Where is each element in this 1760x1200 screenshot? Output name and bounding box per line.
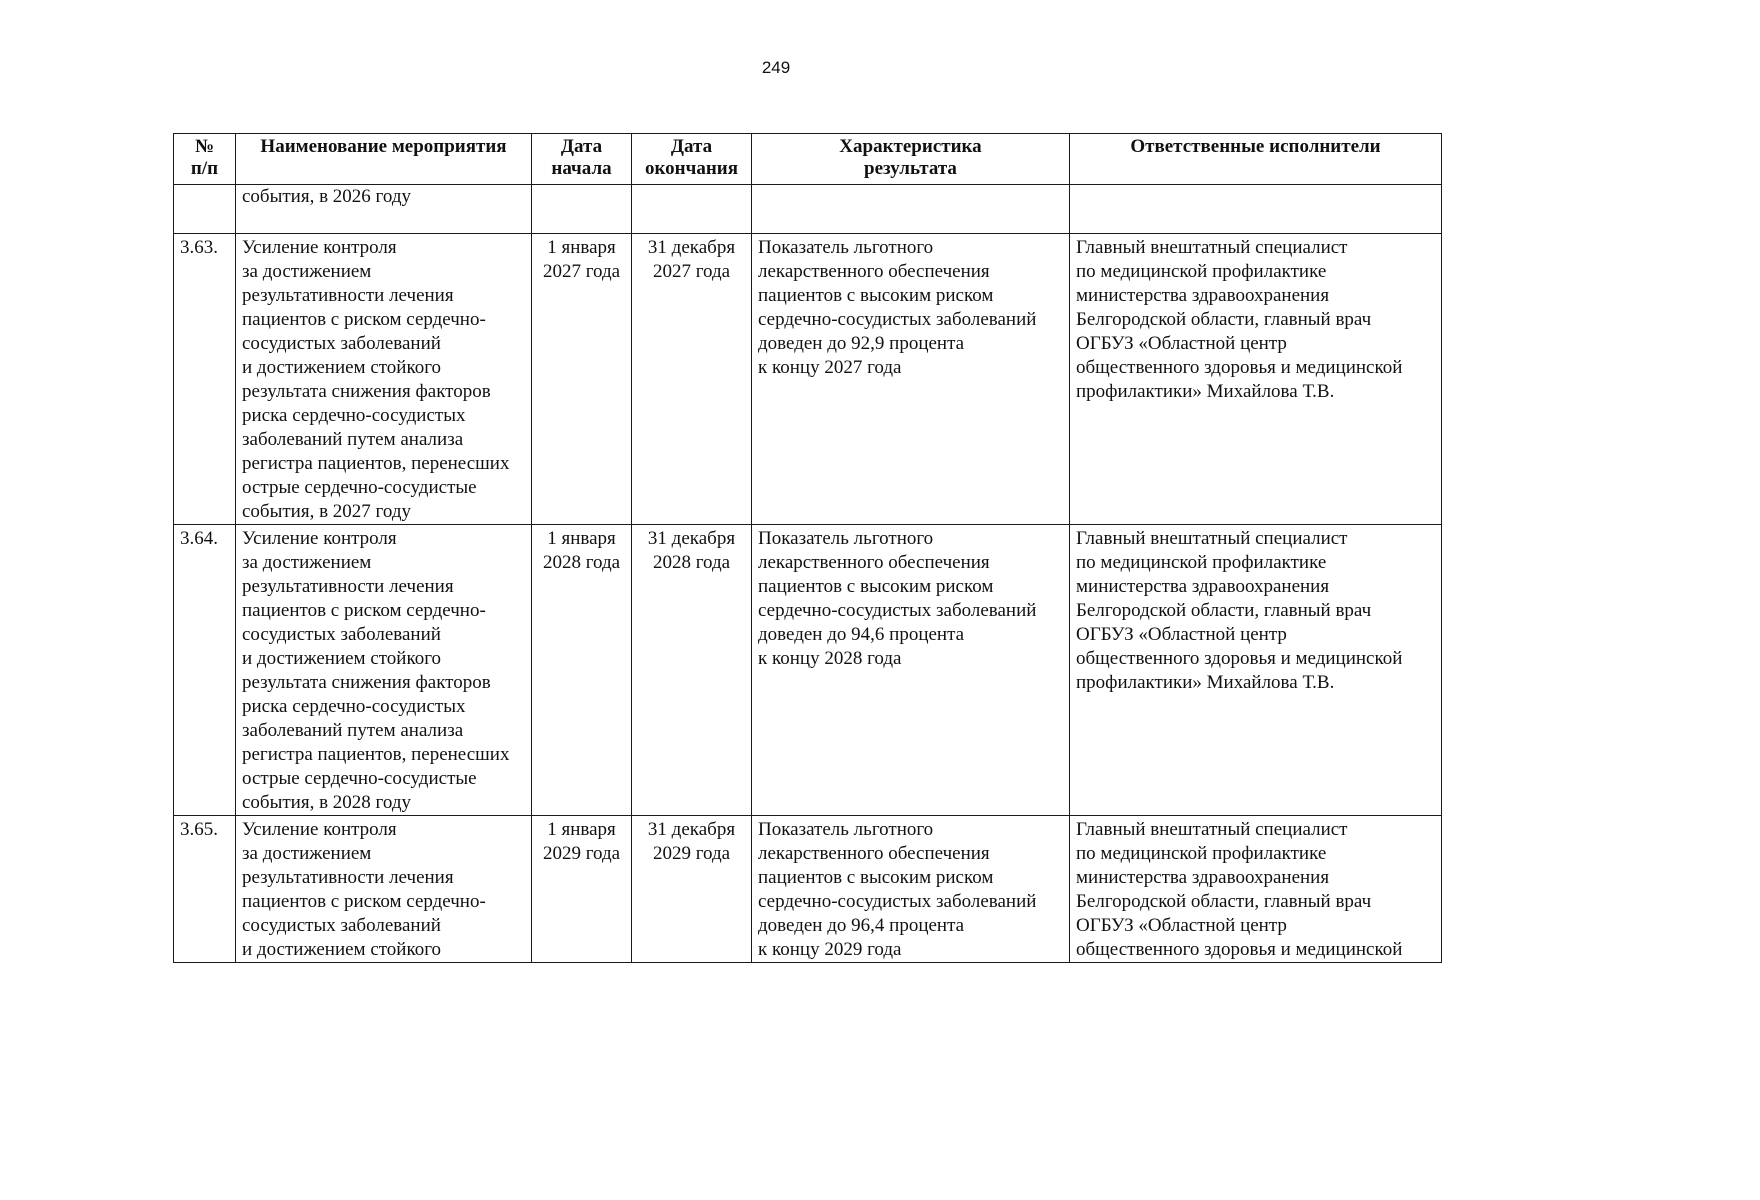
text-line: Ответственные исполнители bbox=[1130, 136, 1381, 157]
header-start-date bbox=[532, 134, 632, 185]
cell-responsible bbox=[1070, 816, 1442, 963]
text-line: события, в 2028 году bbox=[242, 792, 411, 813]
text-line: результативности лечения bbox=[242, 576, 454, 597]
header-responsible bbox=[1070, 134, 1442, 185]
cell-end-date bbox=[632, 816, 752, 963]
text-line: результата снижения факторов bbox=[242, 672, 491, 693]
text-line: к концу 2027 года bbox=[758, 357, 902, 378]
cell-result bbox=[752, 234, 1070, 525]
text-line: Белгородской области, главный врач bbox=[1076, 891, 1372, 912]
text-line: 2027 года bbox=[652, 261, 731, 282]
text-line: сосудистых заболеваний bbox=[242, 624, 441, 645]
text-line: и достижением стойкого bbox=[242, 939, 442, 960]
cell-start-date bbox=[532, 525, 632, 816]
text-line: Белгородской области, главный врач bbox=[1076, 600, 1372, 621]
text-line: по медицинской профилактике bbox=[1076, 261, 1327, 282]
cell-name bbox=[236, 234, 532, 525]
text-line: Главный внештатный специалист bbox=[1076, 819, 1348, 840]
text-line: результативности лечения bbox=[242, 285, 454, 306]
text-line: 1 января bbox=[547, 237, 616, 258]
cell-name bbox=[236, 816, 532, 963]
text-line: риска сердечно-сосудистых bbox=[242, 696, 466, 717]
text-line: лекарственного обеспечения bbox=[758, 843, 990, 864]
text-line: события, в 2027 году bbox=[242, 501, 411, 522]
page-number: 249 bbox=[761, 58, 791, 77]
cell-end-date bbox=[632, 234, 752, 525]
text-line: 31 декабря bbox=[647, 819, 736, 840]
cell-start-date bbox=[532, 185, 632, 234]
text-line: 31 декабря bbox=[647, 528, 736, 549]
text-line: доведен до 92,9 процента bbox=[758, 333, 965, 354]
text-line: за достижением bbox=[242, 261, 372, 282]
text-line: заболеваний путем анализа bbox=[242, 720, 464, 741]
text-line: 2027 года bbox=[542, 261, 621, 282]
text-line: министерства здравоохранения bbox=[1076, 576, 1330, 597]
activities-table bbox=[173, 133, 1442, 963]
text-line: результативности лечения bbox=[242, 867, 454, 888]
text-line: профилактики» Михайлова Т.В. bbox=[1076, 381, 1335, 402]
text-line: общественного здоровья и медицинской bbox=[1076, 939, 1403, 960]
cell-result bbox=[752, 816, 1070, 963]
header-name bbox=[236, 134, 532, 185]
text-line: Усиление контроля bbox=[242, 237, 397, 258]
table-row bbox=[174, 234, 1442, 525]
text-line: профилактики» Михайлова Т.В. bbox=[1076, 672, 1335, 693]
table-row bbox=[174, 816, 1442, 963]
cell-num bbox=[174, 185, 236, 234]
text-line: лекарственного обеспечения bbox=[758, 261, 990, 282]
text-line: к концу 2029 года bbox=[758, 939, 902, 960]
text-line: 2028 года bbox=[652, 552, 731, 573]
text-line: пациентов с высоким риском bbox=[758, 285, 994, 306]
text-line: за достижением bbox=[242, 843, 372, 864]
text-line: острые сердечно-сосудистые bbox=[242, 477, 477, 498]
text-line: Показатель льготного bbox=[758, 237, 934, 258]
text-line: результата снижения факторов bbox=[242, 381, 491, 402]
text-line: риска сердечно-сосудистых bbox=[242, 405, 466, 426]
header-result bbox=[752, 134, 1070, 185]
text-line: события, в 2026 году bbox=[242, 186, 411, 207]
text-line: сосудистых заболеваний bbox=[242, 915, 441, 936]
text-line: Усиление контроля bbox=[242, 819, 397, 840]
cell-start-date bbox=[532, 234, 632, 525]
text-line: 2029 года bbox=[542, 843, 621, 864]
text-line: Показатель льготного bbox=[758, 819, 934, 840]
text-line: общественного здоровья и медицинской bbox=[1076, 648, 1403, 669]
text-line: Главный внештатный специалист bbox=[1076, 528, 1348, 549]
cell-result bbox=[752, 185, 1070, 234]
cell-num: 3.63. bbox=[174, 234, 236, 525]
text-line: пациентов с риском сердечно- bbox=[242, 309, 486, 330]
header-num bbox=[174, 134, 236, 185]
text-line: Характеристика bbox=[839, 136, 982, 157]
text-line: сердечно-сосудистых заболеваний bbox=[758, 309, 1037, 330]
text-line: заболеваний путем анализа bbox=[242, 429, 464, 450]
text-line: по медицинской профилактике bbox=[1076, 843, 1327, 864]
text-line: п/п bbox=[190, 158, 219, 179]
text-line: за достижением bbox=[242, 552, 372, 573]
cell-result bbox=[752, 525, 1070, 816]
cell-name bbox=[236, 185, 532, 234]
text-line: Дата bbox=[670, 136, 713, 157]
text-line: и достижением стойкого bbox=[242, 648, 442, 669]
cell-name bbox=[236, 525, 532, 816]
text-line: общественного здоровья и медицинской bbox=[1076, 357, 1403, 378]
text-line: Усиление контроля bbox=[242, 528, 397, 549]
text-line: министерства здравоохранения bbox=[1076, 867, 1330, 888]
text-line: доведен до 96,4 процента bbox=[758, 915, 965, 936]
text-line: регистра пациентов, перенесших bbox=[242, 453, 510, 474]
cell-start-date bbox=[532, 816, 632, 963]
cell-num: 3.64. bbox=[174, 525, 236, 816]
text-line: результата bbox=[864, 158, 957, 179]
text-line: окончания bbox=[644, 158, 739, 179]
table-header-row bbox=[174, 134, 1442, 185]
cell-responsible bbox=[1070, 525, 1442, 816]
text-line: Дата bbox=[560, 136, 603, 157]
table-row bbox=[174, 525, 1442, 816]
text-line: 31 декабря bbox=[647, 237, 736, 258]
table-row-continuation bbox=[174, 185, 1442, 234]
text-line: и достижением стойкого bbox=[242, 357, 442, 378]
text-line: 1 января bbox=[547, 528, 616, 549]
text-line: сосудистых заболеваний bbox=[242, 333, 441, 354]
text-line: ОГБУЗ «Областной центр bbox=[1076, 333, 1287, 354]
text-line: пациентов с высоким риском bbox=[758, 867, 994, 888]
text-line: 2029 года bbox=[652, 843, 731, 864]
text-line: сердечно-сосудистых заболеваний bbox=[758, 891, 1037, 912]
cell-responsible bbox=[1070, 185, 1442, 234]
header-end-date bbox=[632, 134, 752, 185]
text-line: Наименование мероприятия bbox=[260, 136, 507, 157]
text-line: регистра пациентов, перенесших bbox=[242, 744, 510, 765]
text-line: по медицинской профилактике bbox=[1076, 552, 1327, 573]
text-line: Показатель льготного bbox=[758, 528, 934, 549]
text-line: пациентов с риском сердечно- bbox=[242, 600, 486, 621]
text-line: 2028 года bbox=[542, 552, 621, 573]
text-line: Белгородской области, главный врач bbox=[1076, 309, 1372, 330]
text-line: доведен до 94,6 процента bbox=[758, 624, 965, 645]
cell-responsible bbox=[1070, 234, 1442, 525]
text-line: к концу 2028 года bbox=[758, 648, 902, 669]
text-line: № bbox=[194, 136, 215, 157]
text-line: пациентов с риском сердечно- bbox=[242, 891, 486, 912]
text-line: ОГБУЗ «Областной центр bbox=[1076, 915, 1287, 936]
text-line: ОГБУЗ «Областной центр bbox=[1076, 624, 1287, 645]
cell-end-date bbox=[632, 525, 752, 816]
text-line: начала bbox=[551, 158, 612, 179]
text-line: пациентов с высоким риском bbox=[758, 576, 994, 597]
text-line: министерства здравоохранения bbox=[1076, 285, 1330, 306]
text-line: сердечно-сосудистых заболеваний bbox=[758, 600, 1037, 621]
text-line: 1 января bbox=[547, 819, 616, 840]
text-line: Главный внештатный специалист bbox=[1076, 237, 1348, 258]
cell-end-date bbox=[632, 185, 752, 234]
text-line: лекарственного обеспечения bbox=[758, 552, 990, 573]
cell-num: 3.65. bbox=[174, 816, 236, 963]
text-line: острые сердечно-сосудистые bbox=[242, 768, 477, 789]
